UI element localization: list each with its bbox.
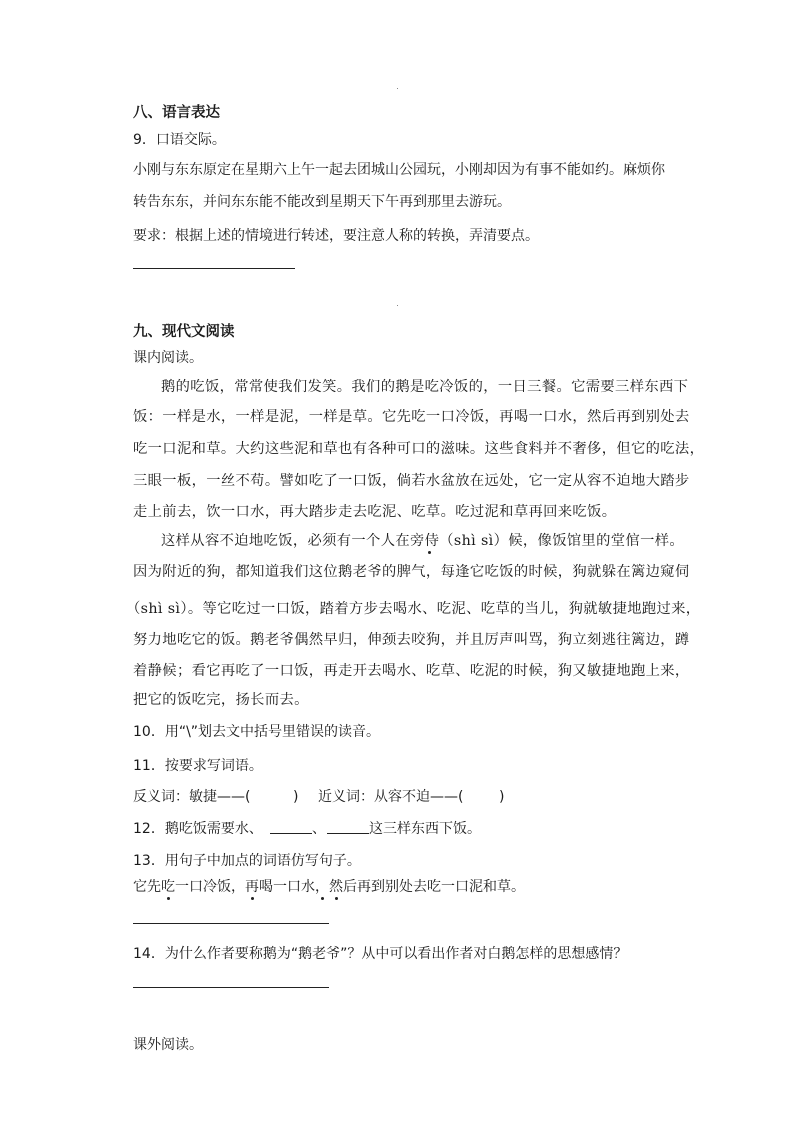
scan-mark <box>397 305 398 306</box>
passage-line: 因为附近的狗，都知道我们这位鹅老爷的脾气，每逢它吃饭的时候，狗就躲在篱边窥伺 <box>133 564 690 580</box>
question-9-line-1: 小刚与东东原定在星期六上午一起去团城山公园玩，小刚却因为有事不能如约。麻烦你 <box>133 162 665 178</box>
emphasis-dot <box>167 897 170 900</box>
passage-line: 鹅的吃饭，常常使我们发笑。我们的鹅是吃冷饭的，一日三餐。它需要三样东西下 <box>161 379 689 395</box>
q11-synonym-answer-blank[interactable] <box>465 788 495 806</box>
answer-line-q9[interactable] <box>133 268 295 269</box>
passage-line: 把它的饭吃完，扬长而去。 <box>133 692 309 708</box>
question-9-requirement: 要求：根据上述的情境进行转述，要注意人称的转换，弄清要点。 <box>133 228 539 244</box>
question-9-title: 9．口语交际。 <box>133 132 226 148</box>
question-9-line-2: 转告东东，并问东东能不能改到星期天下午再到那里去游玩。 <box>133 194 511 210</box>
passage-line: 这样从容不迫地吃饭，必须有一个人在旁侍（shì sì）候，像饭馆里的堂倌一样。 <box>161 533 685 549</box>
answer-line-q13[interactable] <box>133 923 329 924</box>
q12-blank-2[interactable] <box>327 833 369 834</box>
question-14: 14．为什么作者要称鹅为“鹅老爷”？从中可以看出作者对白鹅怎样的思想感情？ <box>133 946 628 962</box>
passage-line: 吃一口泥和草。大约这些泥和草也有各种可口的滋味。这些食料并不奢侈，但它的吃法， <box>133 441 705 457</box>
q12-part-a: 12．鹅吃饭需要水、 <box>133 821 263 837</box>
q11-synonym-label: 近义词：从容不迫——( <box>318 789 464 805</box>
reading-intro: 课内阅读。 <box>133 350 203 366</box>
passage-line: （shì sì）。等它吃过一口饭，踏着方步去喝水、吃泥、吃草的当儿，狗就敏捷地跑过来， <box>126 601 701 617</box>
q11-synonym-close: ) <box>499 789 505 805</box>
emphasis-dot <box>335 897 338 900</box>
q12-part-b: 、 <box>312 821 326 837</box>
q11-antonym-label: 反义词：敏捷——( <box>133 789 251 805</box>
passage-line: 走上前去，饮一口水，再大踏步走去吃泥、吃草。吃过泥和草再回来吃饭。 <box>133 504 617 520</box>
section-9-heading: 九、现代文阅读 <box>133 324 235 340</box>
passage-line: 三眼一板，一丝不苟。譬如吃了一口饭，倘若水盆放在远处，它一定从容不迫地大踏步 <box>133 473 690 489</box>
q12-blank-1[interactable] <box>270 833 312 834</box>
answer-line-q14[interactable] <box>133 987 329 988</box>
section-8-heading: 八、语言表达 <box>133 105 220 121</box>
emphasis-dot <box>251 897 254 900</box>
question-13: 13．用句子中加点的词语仿写句子。 <box>133 853 361 869</box>
passage-line: 饭：一样是水，一样是泥，一样是草。它先吃一口冷饭，再喝一口水，然后再到别处去 <box>133 409 690 425</box>
extra-reading-label: 课外阅读。 <box>133 1037 203 1053</box>
q11-antonym-answer-blank[interactable] <box>281 788 293 806</box>
q11-antonym-close: ) <box>293 789 299 805</box>
passage-line: 着静候；看它再吃了一口饭，再走开去喝水、吃草、吃泥的时候，狗又敏捷地跑上来， <box>133 663 690 679</box>
question-10: 10．用“\”划去文中括号里错误的读音。 <box>133 724 381 740</box>
scan-mark <box>397 88 398 89</box>
question-11: 11．按要求写词语。 <box>133 758 263 774</box>
emphasis-dot <box>321 897 324 900</box>
q13-sentence: 它先吃一口冷饭，再喝一口水，然后再到别处去吃一口泥和草。 <box>133 879 525 895</box>
passage-line: 努力地吃它的饭。鹅老爷偶然早归，伸颈去咬狗，并且厉声叫骂，狗立刻逃往篱边，蹲 <box>133 632 690 648</box>
q12-part-c: 这三样东西下饭。 <box>369 821 481 837</box>
emphasis-dot <box>428 551 431 554</box>
